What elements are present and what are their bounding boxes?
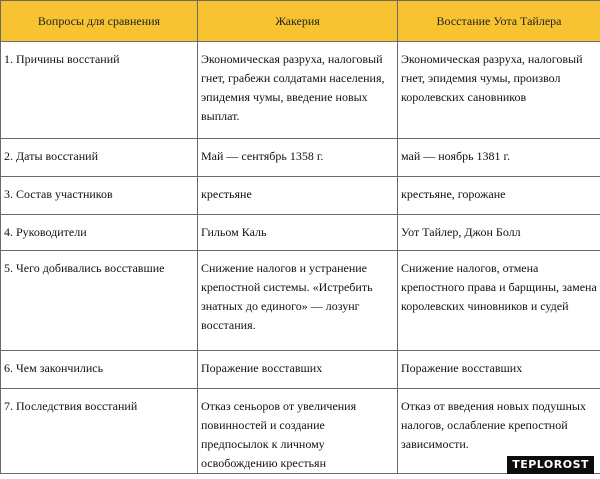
table-row xyxy=(1,139,600,177)
row-wat-tyler: Уот Тайлер, Джон Болл xyxy=(398,215,600,251)
row-wat-tyler: май — ноябрь 1381 г. xyxy=(398,139,600,177)
row-wat-tyler: Отказ от введения новых подушных налогов, ослабление крепостной зависимости. xyxy=(398,389,600,474)
row-jacquerie: крестьяне xyxy=(198,177,398,215)
table-row xyxy=(1,251,600,351)
row-question: 1. Причины восстаний xyxy=(1,42,198,139)
row-question: 4. Руководители xyxy=(1,215,198,251)
row-question: 7. Последствия восстаний xyxy=(1,389,198,474)
watermark-label: TEPLOROST xyxy=(507,456,594,474)
header-questions: Вопросы для сравнения xyxy=(1,1,198,42)
row-jacquerie: Снижение налогов и устранение крепостной системы. «Истребить знатных до единого» — лозунг восстания. xyxy=(198,251,398,351)
row-question: 6. Чем закончились xyxy=(1,351,198,389)
row-jacquerie: Отказ сеньоров от увеличения повинностей и создание предпосылок к личному освобождению крестьян xyxy=(198,389,398,474)
row-question: 5. Чего добивались восставшие xyxy=(1,251,198,351)
header-wat-tyler: Восстание Уота Тайлера xyxy=(398,1,600,42)
row-jacquerie: Поражение восставших xyxy=(198,351,398,389)
row-question: 2. Даты восстаний xyxy=(1,139,198,177)
table-row xyxy=(1,215,600,251)
header-jacquerie: Жакерия xyxy=(198,1,398,42)
row-jacquerie: Экономическая разруха, налоговый гнет, грабежи солдатами населения, эпидемия чумы, введение новых выплат. xyxy=(198,42,398,139)
row-wat-tyler: Экономическая разруха, налоговый гнет, эпидемия чумы, произвол королевских сановников xyxy=(398,42,600,139)
table-row xyxy=(1,177,600,215)
table-row xyxy=(1,42,600,139)
row-jacquerie: Гильом Каль xyxy=(198,215,398,251)
table-row xyxy=(1,351,600,389)
row-question: 3. Состав участников xyxy=(1,177,198,215)
row-jacquerie: Май — сентябрь 1358 г. xyxy=(198,139,398,177)
header-row xyxy=(1,1,600,42)
row-wat-tyler: крестьяне, горожане xyxy=(398,177,600,215)
row-wat-tyler: Поражение восставших xyxy=(398,351,600,389)
row-wat-tyler: Снижение налогов, отмена крепостного права и барщины, замена королевских чиновников и судей xyxy=(398,251,600,351)
